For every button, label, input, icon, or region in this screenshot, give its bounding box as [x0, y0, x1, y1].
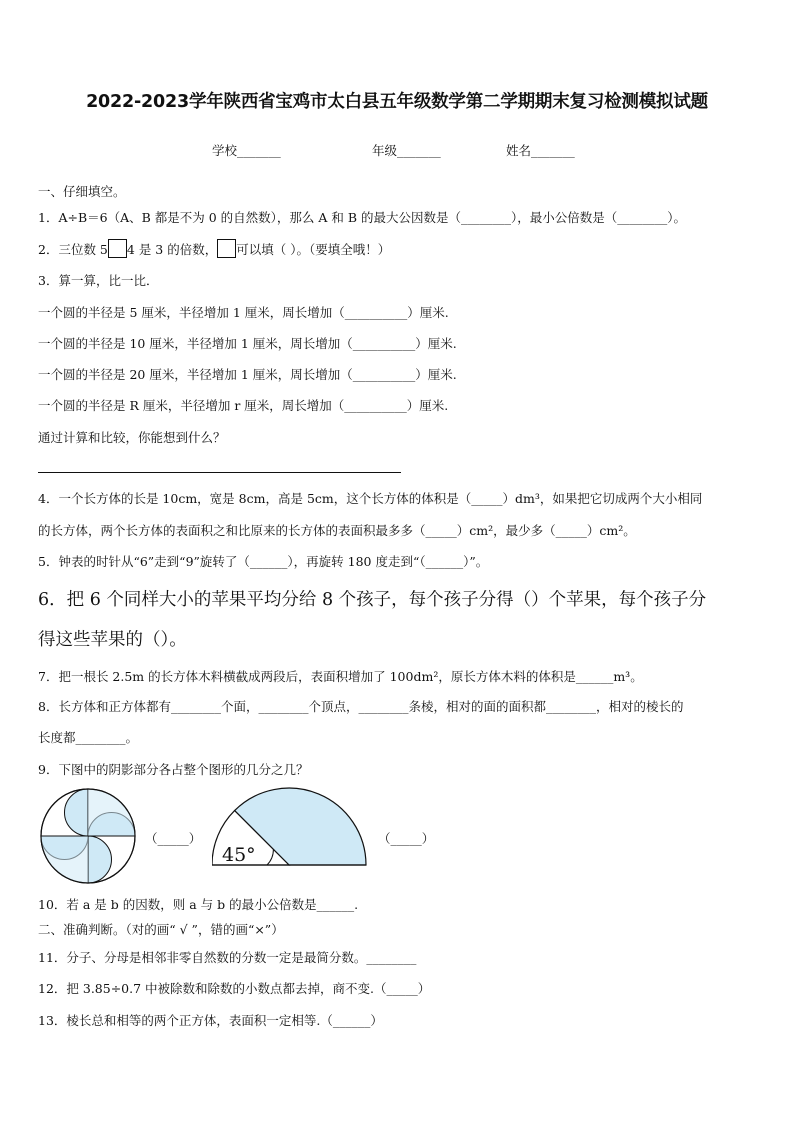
question-2-part-a: 2．三位数 5 — [38, 242, 108, 257]
figure-1-answer-blank[interactable]: （_____） — [145, 831, 202, 846]
semicircle-sector-figure — [212, 782, 370, 868]
angle-label: 45° — [222, 844, 256, 866]
question-8-line-2: 长度都________。 — [38, 730, 139, 745]
question-11: 11．分子、分母是相邻非零自然数的分数一定是最简分数。________ — [38, 950, 417, 965]
question-4-line-1: 4．一个长方体的长是 10cm，宽是 8cm，高是 5cm，这个长方体的体积是（_____）dm³，如果把它切成两个大小相同 — [38, 491, 703, 506]
question-3-item-1: 一个圆的半径是 5 厘米，半径增加 1 厘米，周长增加（__________）厘米. — [38, 305, 449, 320]
question-2-part-b: 4 是 3 的倍数， — [126, 242, 218, 257]
name-field[interactable]: 姓名_______ — [506, 143, 575, 158]
question-3: 3．算一算，比一比． — [38, 273, 159, 288]
question-10: 10．若 a 是 b 的因数，则 a 与 b 的最小公倍数是______. — [38, 897, 359, 912]
answer-line[interactable] — [38, 472, 401, 473]
question-6-line-2: 得这些苹果的（）。 — [38, 630, 187, 650]
question-3-item-4: 一个圆的半径是 R 厘米，半径增加 r 厘米，周长增加（__________）厘米. — [38, 398, 449, 413]
question-8-line-1: 8．长方体和正方体都有________个面，________个顶点，________条棱，相对的面的面积都________，相对的棱长的 — [38, 699, 684, 714]
question-5: 5．钟表的时针从“6”走到“9”旋转了（______），再旋转 180 度走到“（______）”。 — [38, 554, 489, 569]
question-9: 9．下图中的阴影部分各占整个图形的几分之几？ — [38, 762, 309, 777]
question-4-line-2: 的长方体，两个长方体的表面积之和比原来的长方体的表面积最多多（_____）cm²，最少多（_____）cm²。 — [38, 523, 636, 538]
figure-2-answer-blank[interactable]: （_____） — [378, 831, 435, 846]
school-field[interactable]: 学校_______ — [212, 143, 281, 158]
question-2 — [38, 239, 390, 258]
digit-box[interactable] — [108, 239, 127, 258]
digit-box[interactable] — [217, 239, 236, 258]
question-12: 12．把 3.85÷0.7 中被除数和除数的小数点都去掉，商不变.（_____） — [38, 981, 431, 996]
page-title: 2022-2023学年陕西省宝鸡市太白县五年级数学第二学期期末复习检测模拟试题 — [86, 92, 708, 112]
question-3-item-2: 一个圆的半径是 10 厘米，半径增加 1 厘米，周长增加（__________）厘米. — [38, 336, 457, 351]
question-13: 13．棱长总和相等的两个正方体，表面积一定相等.（______） — [38, 1013, 383, 1028]
question-3-item-3: 一个圆的半径是 20 厘米，半径增加 1 厘米，周长增加（__________）厘米. — [38, 367, 457, 382]
question-2-part-c: 可以填（ ）。（要填全哦！） — [236, 242, 391, 257]
question-7: 7．把一根长 2.5m 的长方体木料横截成两段后，表面积增加了 100dm²，原长方体木料的体积是______m³。 — [38, 669, 643, 684]
question-6-line-1: 6．把 6 个同样大小的苹果平均分给 8 个孩子，每个孩子分得（）个苹果，每个孩子分 — [38, 590, 707, 610]
question-3-prompt: 通过计算和比较，你能想到什么？ — [38, 430, 226, 445]
question-1: 1．A÷B＝6（A、B 都是不为 0 的自然数），那么 A 和 B 的最大公因数是（________），最小公倍数是（________）。 — [38, 210, 687, 225]
section-heading-fill-in: 一、仔细填空。 — [38, 184, 126, 199]
grade-field[interactable]: 年级_______ — [372, 143, 441, 158]
circle-pinwheel-figure — [38, 786, 138, 886]
section-heading-judge: 二、准确判断。（对的画“ √ ”，错的画“×”） — [38, 922, 284, 937]
